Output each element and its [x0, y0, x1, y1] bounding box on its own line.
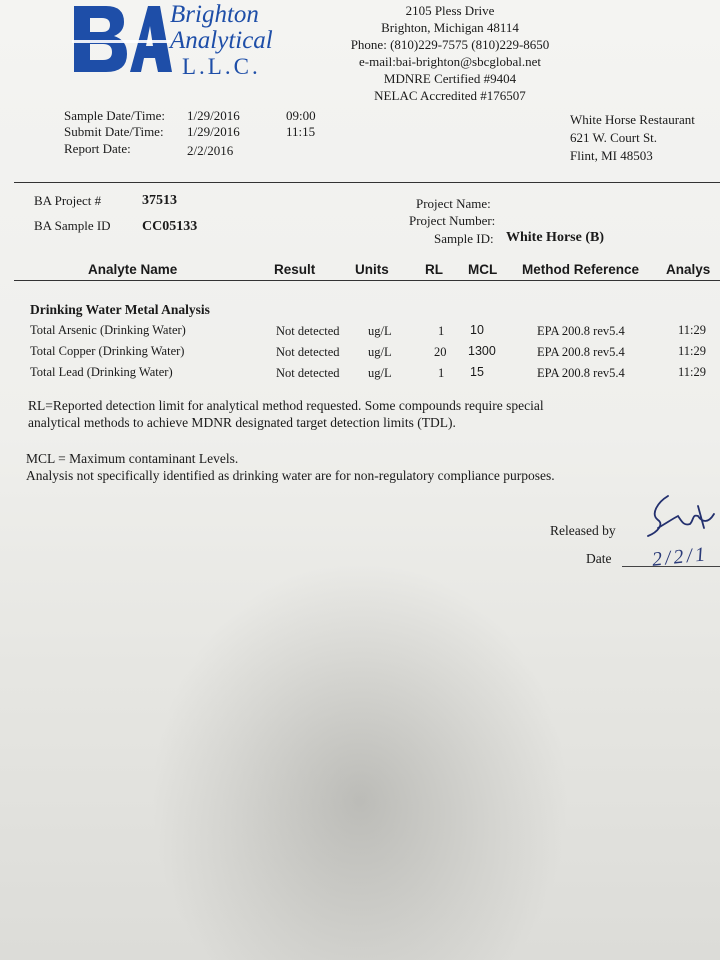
project-number: 37513: [142, 193, 177, 208]
rl: 20: [434, 345, 447, 359]
handwritten-date: 2/2/1: [650, 543, 710, 571]
submit-time: 11:15: [286, 124, 316, 139]
report-date: 2/2/2016: [187, 143, 234, 158]
project-number-label: Project Number:: [409, 213, 496, 228]
client-sample-id: White Horse (B): [506, 230, 604, 245]
divider-top: [14, 182, 720, 183]
analysis-time: 11:29: [678, 344, 707, 358]
result: Not detected: [276, 345, 340, 359]
col-analysis: Analys: [666, 262, 711, 277]
units: ug/L: [368, 345, 392, 359]
mcl: 15: [470, 365, 484, 379]
analyte-name: Total Arsenic (Drinking Water): [30, 323, 186, 337]
non-regulatory-note: Analysis not specifically identified as drinking water are for non-regulatory compliance purposes.: [26, 468, 555, 483]
mcl: 1300: [468, 344, 496, 358]
date-label: Date: [586, 551, 612, 566]
col-mcl: MCL: [468, 262, 498, 277]
section-title: Drinking Water Metal Analysis: [30, 302, 210, 317]
client-sample-label: Sample ID:: [434, 231, 494, 246]
rl-note-line2: analytical methods to achieve MDNR designated target detection limits (TDL).: [28, 415, 456, 430]
col-analyte: Analyte Name: [88, 262, 178, 277]
released-by-label: Released by: [550, 523, 616, 538]
rl: 1: [438, 366, 445, 380]
client-street: 621 W. Court St.: [570, 130, 658, 145]
submit-date: 1/29/2016: [187, 124, 240, 139]
analyte-name: Total Copper (Drinking Water): [30, 344, 185, 358]
method: EPA 200.8 rev5.4: [537, 324, 625, 338]
result: Not detected: [276, 366, 340, 380]
units: ug/L: [368, 324, 392, 338]
method: EPA 200.8 rev5.4: [537, 345, 625, 359]
lab-cert2: NELAC Accredited #176507: [374, 88, 526, 103]
client-name: White Horse Restaurant: [570, 112, 695, 127]
lab-name-line2: Analytical: [170, 27, 273, 54]
analysis-time: 11:29: [678, 365, 707, 379]
divider-header: [14, 280, 720, 281]
mcl: 10: [470, 323, 484, 337]
paper-shadow: [150, 560, 570, 960]
ba-logo-icon: [72, 0, 172, 78]
analyte-name: Total Lead (Drinking Water): [30, 365, 173, 379]
col-units: Units: [355, 262, 389, 277]
project-label: BA Project #: [34, 193, 102, 208]
result: Not detected: [276, 324, 340, 338]
lab-address-block: [300, 2, 600, 104]
project-name-label: Project Name:: [416, 196, 491, 211]
lab-name: [170, 2, 273, 80]
lab-city: Brighton, Michigan 48114: [381, 20, 519, 35]
rl: 1: [438, 324, 445, 338]
sample-date-label: Sample Date/Time:: [64, 108, 165, 123]
lab-name-line1: Brighton: [170, 1, 259, 28]
report-date-label: Report Date:: [64, 141, 131, 156]
sample-id-label: BA Sample ID: [34, 218, 111, 233]
rl-note-line1: RL=Reported detection limit for analytical method requested. Some compounds require special: [28, 398, 544, 413]
col-result: Result: [274, 262, 316, 277]
sample-date: 1/29/2016: [187, 108, 240, 123]
lab-email: e-mail:bai-brighton@sbcglobal.net: [358, 54, 541, 69]
ba-sample-id: CC05133: [142, 219, 198, 234]
lab-cert1: MDNRE Certified #9404: [383, 71, 517, 86]
mcl-note: MCL = Maximum contaminant Levels.: [26, 451, 239, 466]
col-rl: RL: [425, 262, 443, 277]
units: ug/L: [368, 366, 392, 380]
analysis-time: 11:29: [678, 323, 707, 337]
col-method: Method Reference: [522, 262, 640, 277]
signature-icon: [628, 488, 720, 548]
lab-address: 2105 Pless Drive: [405, 3, 495, 18]
client-city: Flint, MI 48503: [570, 148, 653, 163]
submit-date-label: Submit Date/Time:: [64, 124, 164, 139]
lab-phone: Phone: (810)229-7575 (810)229-8650: [350, 37, 550, 52]
lab-name-line3: L.L.C.: [182, 54, 261, 79]
sample-time: 09:00: [286, 108, 316, 123]
method: EPA 200.8 rev5.4: [537, 366, 625, 380]
